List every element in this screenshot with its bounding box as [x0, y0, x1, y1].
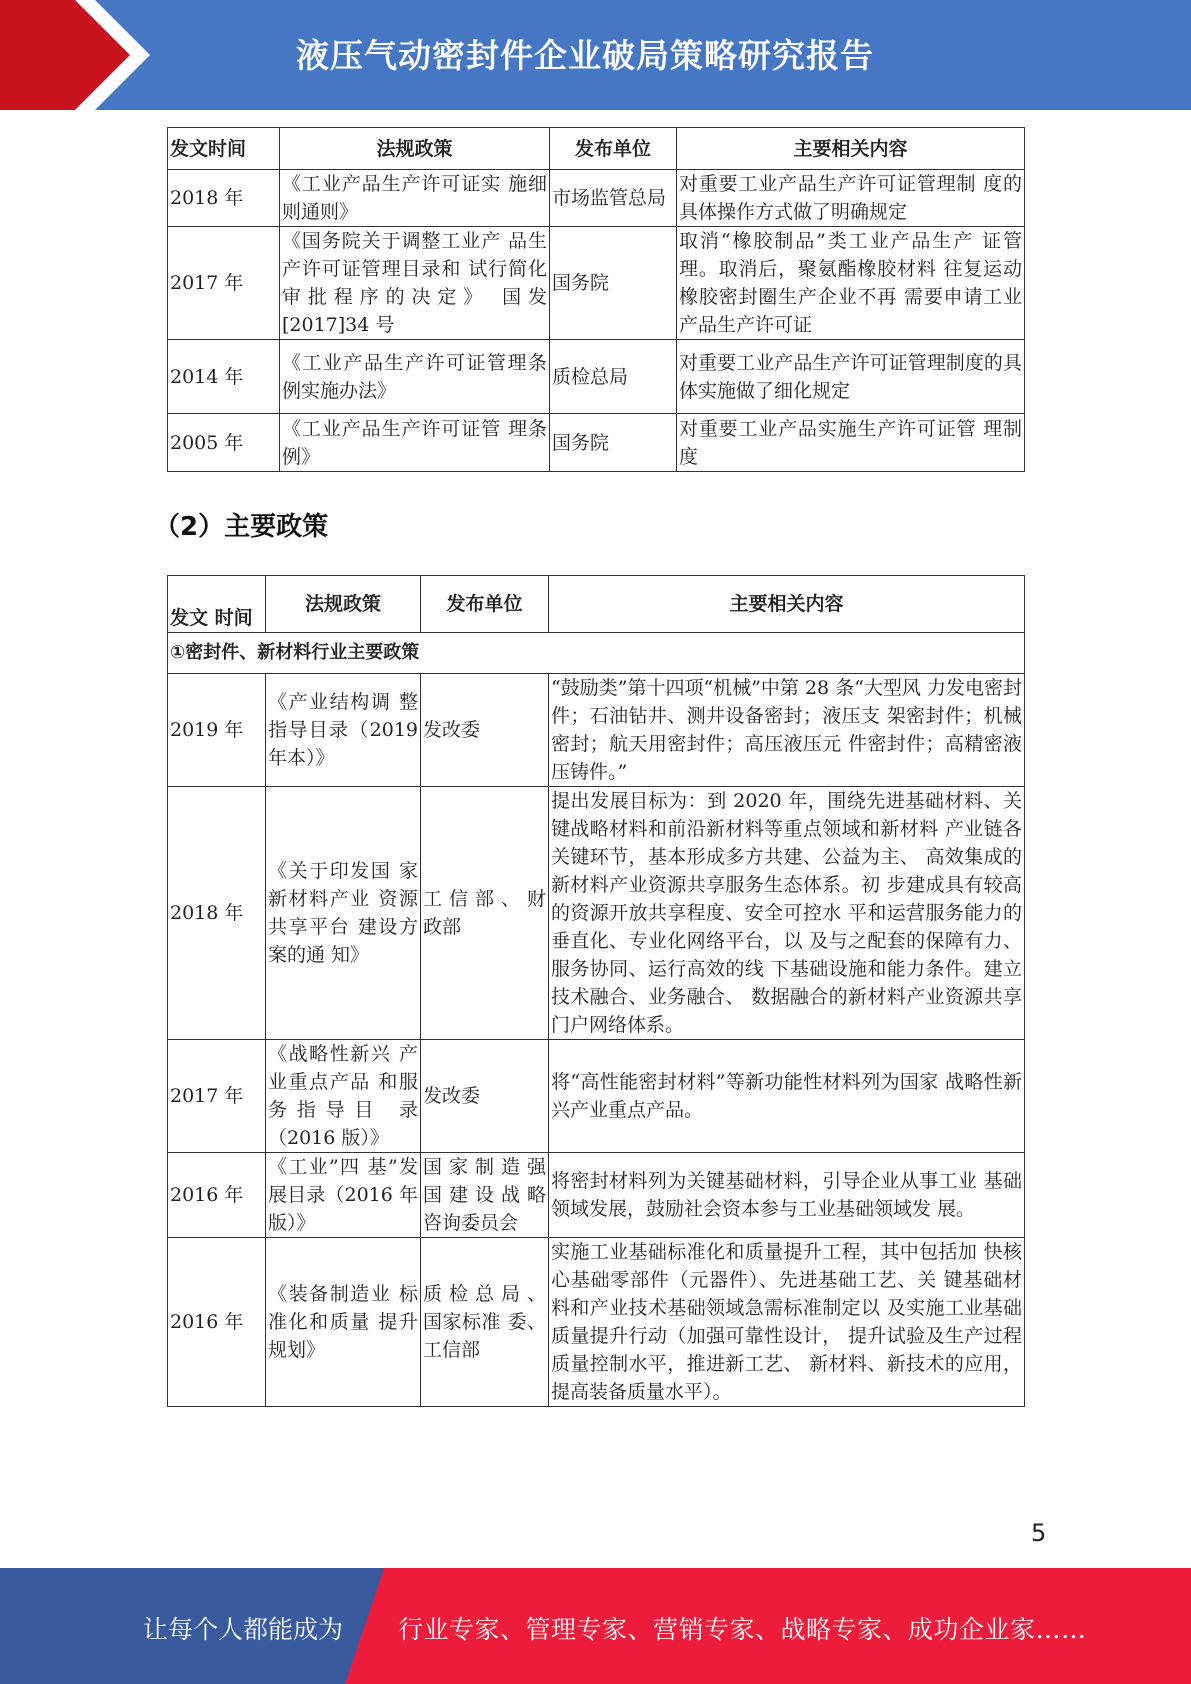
- cell-policy: 《关于印发国 家新材料产业 资源共享平台 建设方案的通 知》: [266, 787, 421, 1040]
- cell-date: 2005 年: [168, 414, 280, 472]
- cell-date: 2016 年: [168, 1153, 266, 1238]
- cell-date: 2018 年: [168, 787, 266, 1040]
- table-row: [168, 1238, 1025, 1407]
- cell-content: 将“高性能密封材料”等新功能性材料列为国家 战略性新兴产业重点产品。: [549, 1040, 1025, 1153]
- cell-publisher: 质 检 总 局 、国家标准 委、工信部: [421, 1238, 549, 1407]
- header-policy: 法规政策: [280, 128, 550, 170]
- regulation-table-1: [167, 127, 1025, 472]
- cell-publisher: 质检总局: [550, 340, 677, 414]
- header-content: 主要相关内容: [549, 576, 1025, 633]
- cell-content: 实施工业基础标准化和质量提升工程，其中包括加 快核心基础零部件（元器件）、先进基础工艺、关 键基础材料和产业技术基础领域急需标准制定以 及实施工业基础质量提升行动（加强可靠性设计， 提升试验及生产过程质量控制水平，推进新工艺、 新材料、新技术的应用，提高装备质量水平）。: [549, 1238, 1025, 1407]
- footer-slogan-right: 行业专家、管理专家、营销专家、战略专家、成功企业家……: [398, 1615, 1087, 1644]
- cell-date: 2016 年: [168, 1238, 266, 1407]
- header-date: 发文时间: [168, 128, 280, 170]
- table-header-row: [168, 128, 1025, 170]
- table-row: [168, 340, 1025, 414]
- cell-publisher: 国务院: [550, 227, 677, 340]
- cell-date: 2018 年: [168, 170, 280, 227]
- page-number: 5: [1031, 1519, 1047, 1547]
- table-row: [168, 674, 1025, 787]
- cell-content: 提出发展目标为：到 2020 年，围绕先进基础材料、关键战略材料和前沿新材料等重点领域和新材料 产业链各关键环节，基本形成多方共建、公益为主、 高效集成的新材料产业资源共享服务生态体系。初 步建成具有较高的资源开放共享程度、安全可控水 平和运营服务能力的垂直化、专业化网络平台，以 及与之配套的保障有力、服务协同、运行高效的线 下基础设施和能力条件。建立技术融合、业务融合、 数据融合的新材料产业资源共享门户网络体系。: [549, 787, 1025, 1040]
- cell-policy: 《工业产品生产许可证管 理条例》: [280, 414, 550, 472]
- cell-publisher: 国 家 制 造 强国 建 设 战 略咨询委员会: [421, 1153, 549, 1238]
- cell-policy: 《产业结构调 整指导目录（2019 年本）》: [266, 674, 421, 787]
- cell-date: 2017 年: [168, 1040, 266, 1153]
- table-row: [168, 787, 1025, 1040]
- table-header-row: [168, 576, 1025, 633]
- header-content: 主要相关内容: [677, 128, 1025, 170]
- cell-publisher: 发改委: [421, 1040, 549, 1153]
- header-bar: [0, 0, 1191, 110]
- table-row: [168, 170, 1025, 227]
- table-row: [168, 414, 1025, 472]
- section-heading: （2）主要政策: [154, 512, 329, 542]
- cell-content: 对重要工业产品生产许可证管理制 度的具体操作方式做了明确规定: [677, 170, 1025, 227]
- cell-date: 2014 年: [168, 340, 280, 414]
- cell-policy: 《装备制造业 标准化和质量 提升规划》: [266, 1238, 421, 1407]
- footer-slogan-left: 让每个人都能成为: [143, 1615, 344, 1644]
- cell-content: 对重要工业产品实施生产许可证管 理制度: [677, 414, 1025, 472]
- report-title: 液压气动密封件企业破局策略研究报告: [296, 36, 874, 75]
- cell-policy: 《战略性新兴 产业重点产品 和服务指导目 录（2016 版）》: [266, 1040, 421, 1153]
- table-row: [168, 1040, 1025, 1153]
- cell-date: 2017 年: [168, 227, 280, 340]
- chevron-arrow-icon: [0, 0, 160, 110]
- cell-content: “鼓励类”第十四项“机械”中第 28 条“大型风 力发电密封件；石油钻井、测井设备密封；液压支 架密封件；机械密封；航天用密封件；高压液压元 件密封件；高精密液压铸件。”: [549, 674, 1025, 787]
- cell-publisher: 发改委: [421, 674, 549, 787]
- regulation-table-2: [167, 575, 1025, 1407]
- table-row: [168, 1153, 1025, 1238]
- table-row: [168, 227, 1025, 340]
- cell-policy: 《国务院关于调整工业产 品生产许可证管理目录和 试行简化审批程序的决定》 国发[2017]34 号: [280, 227, 550, 340]
- cell-date: 2019 年: [168, 674, 266, 787]
- cell-policy: 《工业产品生产许可证管理条例实施办法》: [280, 340, 550, 414]
- table-section-row: [168, 633, 1025, 674]
- header-policy: 法规政策: [266, 576, 421, 633]
- cell-content: 对重要工业产品生产许可证管理制度的具体实施做了细化规定: [677, 340, 1025, 414]
- cell-publisher: 国务院: [550, 414, 677, 472]
- cell-policy: 《工业”四 基”发展目录（2016 年版）》: [266, 1153, 421, 1238]
- cell-content: 将密封材料列为关键基础材料，引导企业从事工业 基础领域发展，鼓励社会资本参与工业基础领域发 展。: [549, 1153, 1025, 1238]
- cell-policy: 《工业产品生产许可证实 施细则通则》: [280, 170, 550, 227]
- header-publisher: 发布单位: [550, 128, 677, 170]
- header-publisher: 发布单位: [421, 576, 549, 633]
- section-label: ①密封件、新材料行业主要政策: [168, 633, 1025, 674]
- cell-content: 取消“橡胶制品”类工业产品生产 证管理。取消后，聚氨酯橡胶材料 往复运动橡胶密封圈生产企业不再 需要申请工业产品生产许可证: [677, 227, 1025, 340]
- header-date: 发文 时间: [168, 576, 266, 633]
- footer-banner: [0, 1568, 1191, 1684]
- cell-publisher: 工 信 部 、 财政部: [421, 787, 549, 1040]
- cell-publisher: 市场监管总局: [550, 170, 677, 227]
